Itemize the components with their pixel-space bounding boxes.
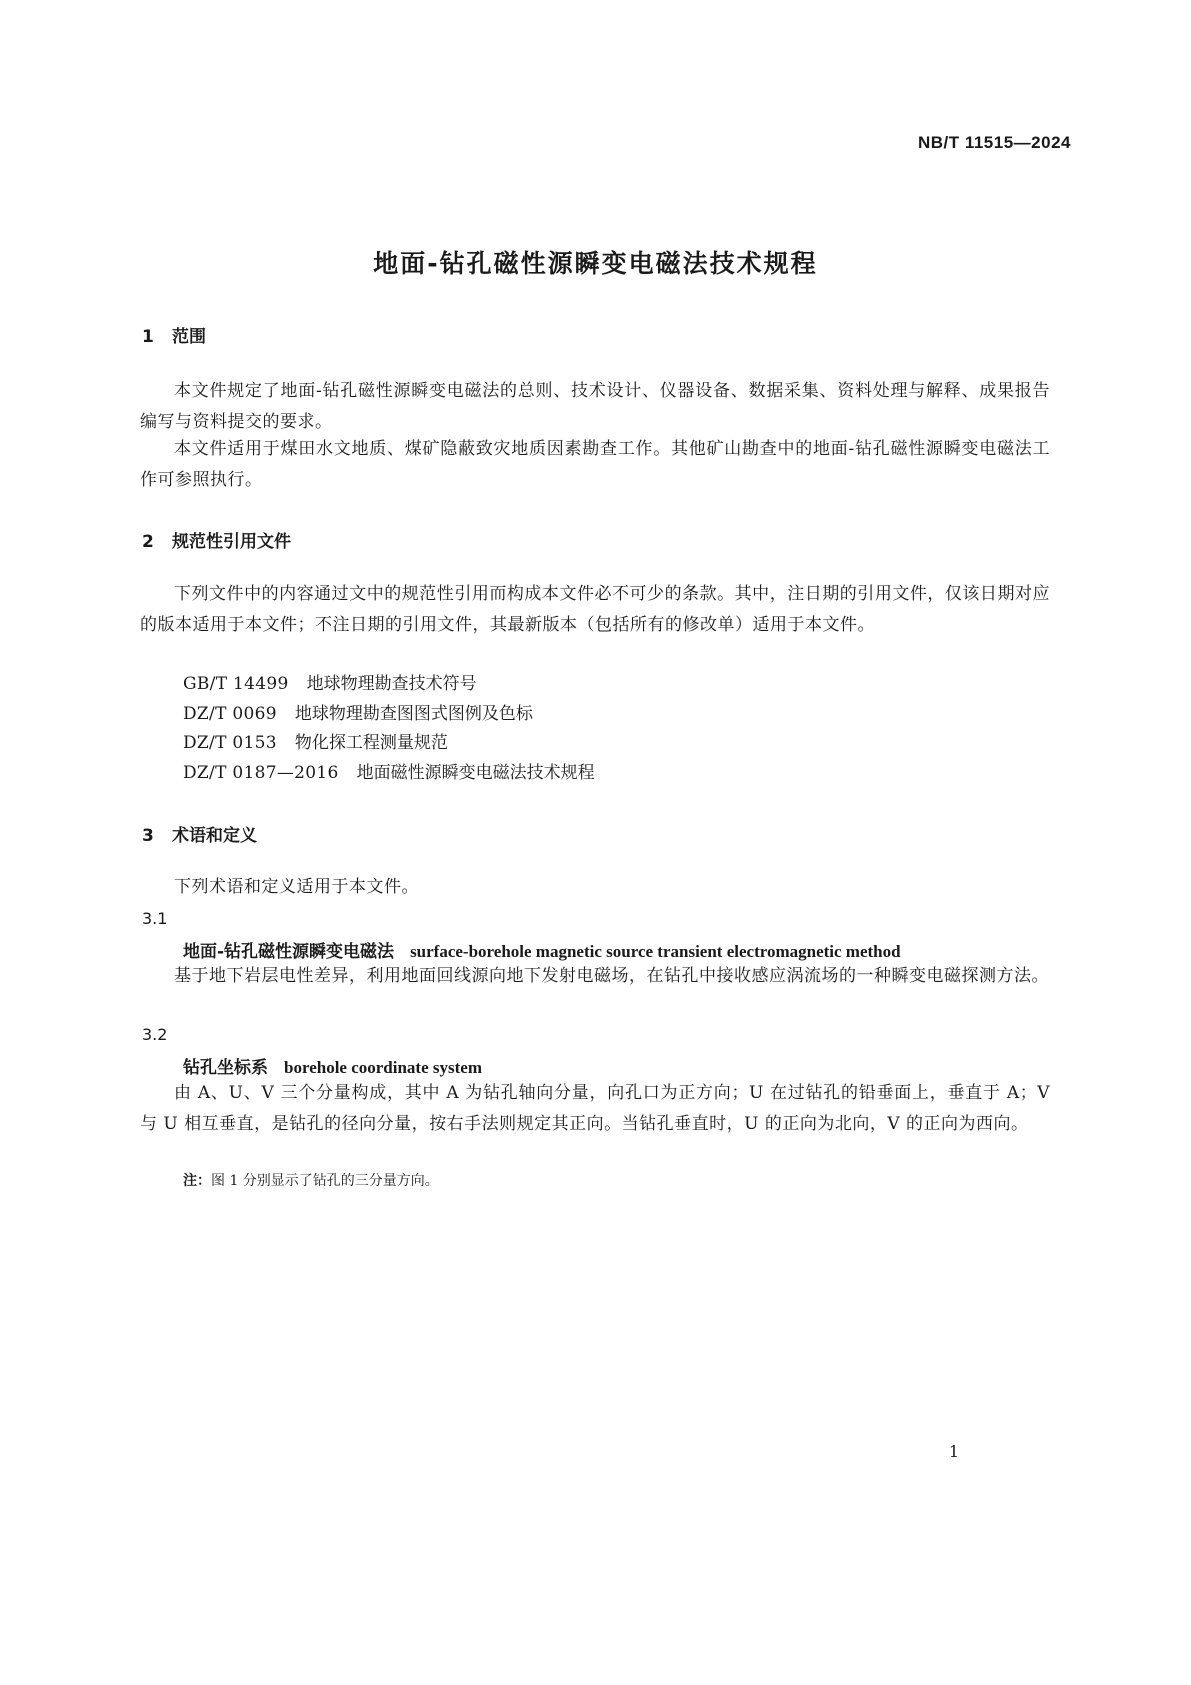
term-name (183, 1053, 482, 1078)
section-3-heading (142, 821, 257, 846)
note-label: 注： (183, 1173, 211, 1189)
reference-code: DZ/T 0153 (183, 733, 277, 753)
term-number: 3.2 (142, 1025, 168, 1044)
reference-title: 物化探工程测量规范 (294, 733, 448, 753)
reference-item (183, 728, 448, 759)
term-name-en: borehole coordinate system (284, 1058, 482, 1077)
reference-title: 地球物理勘查技术符号 (306, 674, 477, 694)
reference-title: 地面磁性源瞬变电磁法技术规程 (356, 763, 595, 783)
section-number: 1 (142, 327, 154, 347)
page-number: 1 (948, 1442, 959, 1461)
term-number: 3.1 (142, 909, 168, 928)
term-name-en: surface-borehole magnetic source transient electromagnetic method (410, 942, 901, 961)
scope-paragraph-1: 本文件规定了地面-钻孔磁性源瞬变电磁法的总则、技术设计、仪器设备、数据采集、资料处理与解释、成果报告编写与资料提交的要求。 (140, 381, 1050, 432)
reference-item (183, 758, 595, 789)
document-code: NB/T 11515—2024 (917, 133, 1071, 152)
term-definition: 基于地下岩层电性差异，利用地面回线源向地下发射电磁场，在钻孔中接收感应涡流场的一种瞬变电磁探测方法。 (174, 966, 1049, 986)
term-name-zh: 钻孔坐标系 (183, 1058, 268, 1078)
terms-intro: 下列术语和定义适用于本文件。 (174, 877, 419, 897)
reference-item (183, 669, 477, 700)
term-name (183, 937, 901, 962)
reference-item (183, 699, 533, 730)
section-number: 3 (142, 826, 154, 846)
normative-refs-intro: 下列文件中的内容通过文中的规范性引用而构成本文件必不可少的条款。其中，注日期的引用文件，仅该日期对应的版本适用于本文件；不注日期的引用文件，其最新版本（包括所有的修改单）适用于本文件。 (140, 584, 1050, 635)
reference-title: 地球物理勘查图图式图例及色标 (294, 704, 533, 724)
term-definition: 由 A、U、V 三个分量构成，其中 A 为钻孔轴向分量，向孔口为正方向；U 在过钻孔的铅垂面上，垂直于 A；V 与 U 相互垂直，是钻孔的径向分量，按右手法则规定其正向。当钻孔垂直时，U 的正向为北向，V 的正向为西向。 (140, 1083, 1050, 1134)
section-title: 术语和定义 (172, 826, 257, 846)
reference-code: DZ/T 0187—2016 (183, 763, 339, 783)
note-text: 图 1 分别显示了钻孔的三分量方向。 (211, 1173, 439, 1189)
scope-paragraph-2: 本文件适用于煤田水文地质、煤矿隐蔽致灾地质因素勘查工作。其他矿山勘查中的地面-钻孔磁性源瞬变电磁法工作可参照执行。 (140, 439, 1050, 490)
section-number: 2 (142, 532, 154, 552)
reference-code: GB/T 14499 (183, 674, 289, 694)
term-name-zh: 地面-钻孔磁性源瞬变电磁法 (183, 942, 395, 962)
section-title: 范围 (172, 327, 206, 347)
term-note (183, 1170, 439, 1190)
section-1-heading (142, 322, 206, 347)
document-title: 地面-钻孔磁性源瞬变电磁法技术规程 (373, 249, 818, 278)
section-2-heading (142, 527, 291, 552)
reference-code: DZ/T 0069 (183, 704, 277, 724)
section-title: 规范性引用文件 (172, 532, 291, 552)
